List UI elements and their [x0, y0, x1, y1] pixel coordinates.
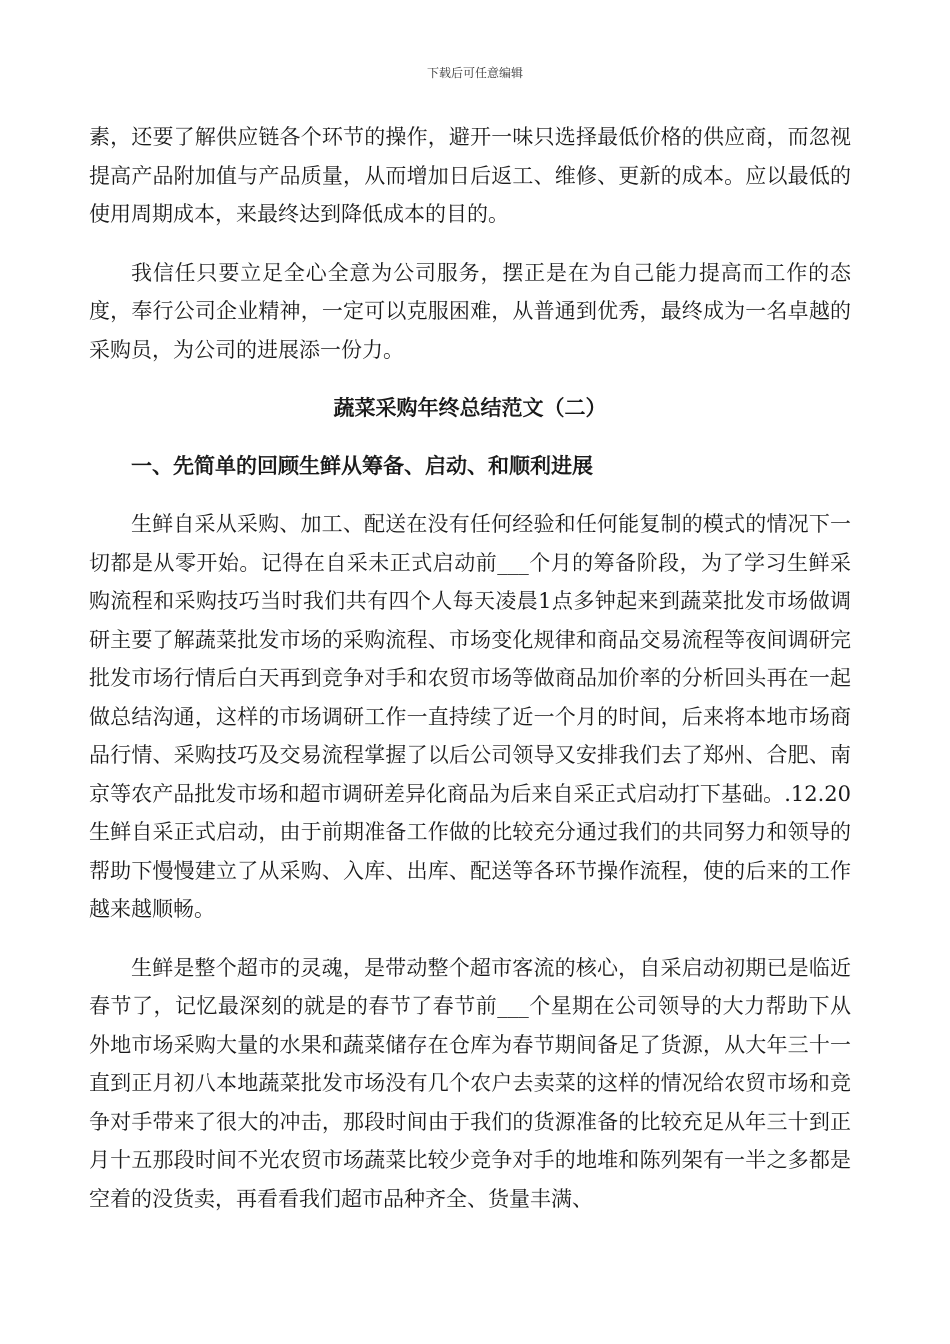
paragraph-review: 生鲜自采从采购、加工、配送在没有任何经验和任何能复制的模式的情况下一切都是从零开始。记得在自采未正式启动前___个月的筹备阶段，为了学习生鲜采购流程和采购技巧当时我们共有四个人每天凌晨1点多钟起来到蔬菜批发市场做调研主要了解蔬菜批发市场的采购流程、市场变化规律和商品交易流程等夜间调研完批发市场行情后白天再到竞争对手和农贸市场等做商品加价率的分析回头再在一起做总结沟通，这样的市场调研工作一直持续了近一个月的时间，后来将本地市场商品行情、采购技巧及交易流程掌握了以后公司领导又安排我们去了郑州、合肥、南京等农产品批发市场和超市调研差异化商品为后来自采正式启动打下基础。.12.20生鲜自采正式启动，由于前期准备工作做的比较充分通过我们的共同努力和领导的帮助下慢慢建立了从采购、入库、出库、配送等各环节操作流程，使的后来的工作越来越顺畅。 [89, 512, 851, 921]
paragraph-continuation: 素，还要了解供应链各个环节的操作，避开一味只选择最低价格的供应商，而忽视提高产品附加值与产品质量，从而增加日后返工、维修、更新的成本。应以最低的使用周期成本，来最终达到降低成本的目的。 [89, 125, 851, 226]
section-subtitle: 一、先简单的回顾生鲜从筹备、启动、和顺利进展 [131, 454, 593, 478]
section-title: 蔬菜采购年终总结范文（二） [333, 396, 607, 420]
document-body [89, 118, 851, 1218]
paragraph-commitment: 我信任只要立足全心全意为公司服务，摆正是在为自己能力提高而工作的态度，奉行公司企业精神，一定可以克服困难，从普通到优秀，最终成为一名卓越的采购员，为公司的进展添一份力。 [89, 260, 851, 362]
page-header-note: 下载后可任意编辑 [426, 66, 523, 80]
paragraph-spring-festival: 生鲜是整个超市的灵魂，是带动整个超市客流的核心，自采启动初期已是临近春节了，记忆最深刻的就是的春节了春节前___个星期在公司领导的大力帮助下从外地市场采购大量的水果和蔬菜储存在仓库为春节期间备足了货源，从大年三十一直到正月初八本地蔬菜批发市场没有几个农户去卖菜的这样的情况给农贸市场和竞争对手带来了很大的冲击，那段时间由于我们的货源准备的比较充足从年三十到正月十五那段时间不光农贸市场蔬菜比较少竞争对手的地堆和陈列架有一半之多都是空着的没货卖，再看看我们超市品种齐全、货量丰满、 [89, 955, 851, 1211]
